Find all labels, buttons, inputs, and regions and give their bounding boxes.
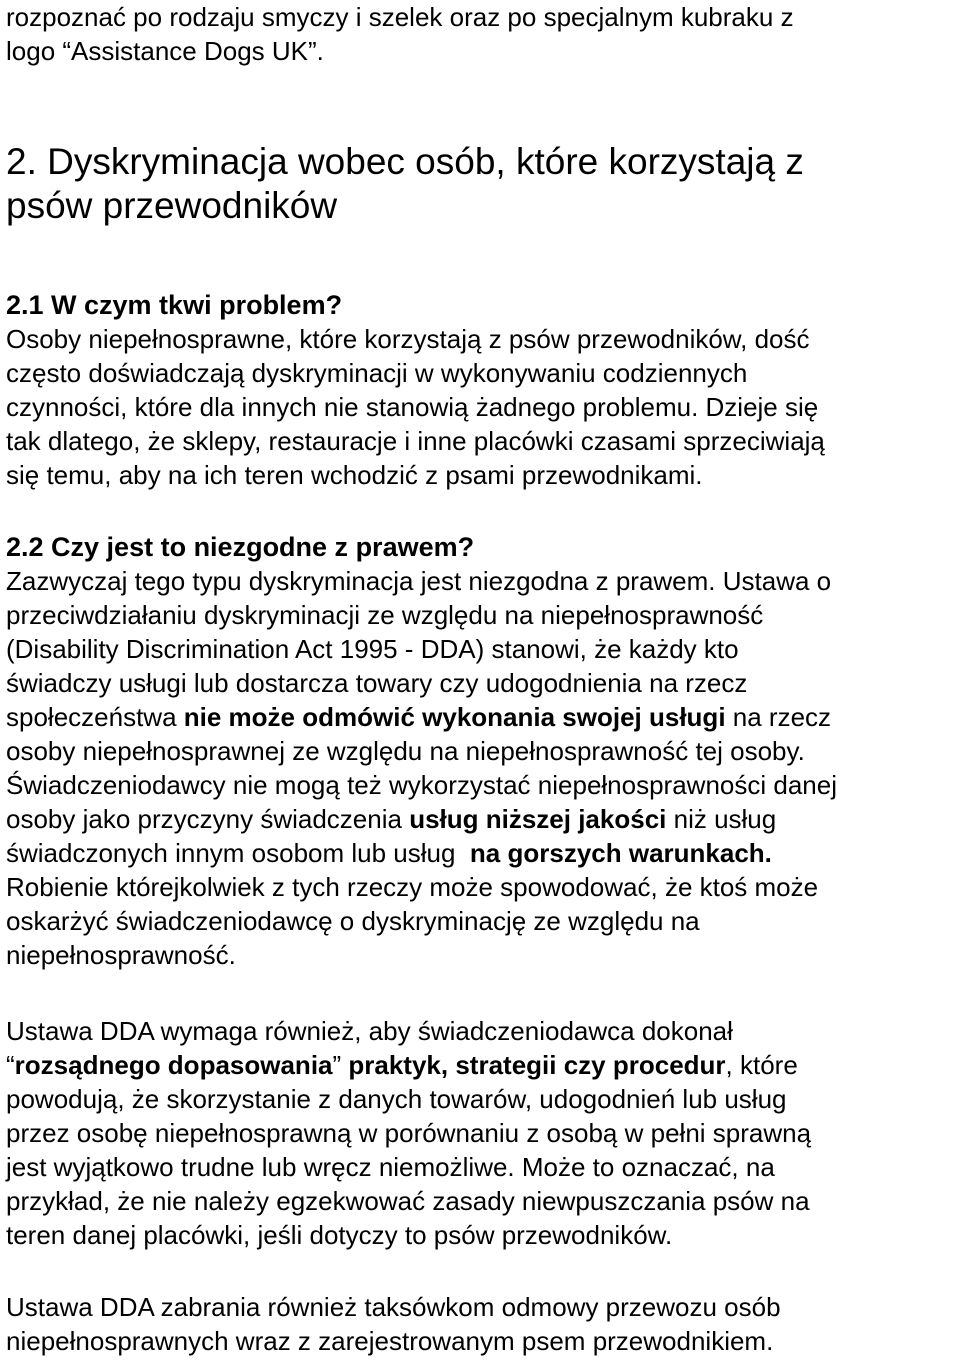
text-line: niepełnosprawnych wraz z zarejestrowanym psem przewodnikiem. [6, 1326, 774, 1356]
text-run: niż usług [666, 804, 777, 834]
text-line: niepełnosprawność. [6, 940, 236, 970]
text-line: logo “Assistance Dogs UK”. [6, 36, 324, 66]
text-line [6, 802, 837, 836]
text-line: się temu, aby na ich teren wchodzić z psami przewodnikami. [6, 460, 703, 490]
text-run: “ [6, 1050, 15, 1080]
text-run: osoby jako przyczyny świadczenia [6, 804, 410, 834]
text-line: przez osobę niepełnosprawną w porównaniu z osobą w pełni sprawną [6, 1118, 812, 1148]
text-line: Osoby niepełnosprawne, które korzystają z psów przewodników, dość [6, 324, 810, 354]
text-line: Ustawa DDA zabrania również taksówkom odmowy przewozu osób [6, 1292, 781, 1322]
bold-text: nie może odmówić wykonania swojej usługi [183, 702, 726, 732]
text-line: czynności, które dla innych nie stanowią żadnego problemu. Dzieje się [6, 392, 819, 422]
text-line: powodują, że skorzystanie z danych towarów, udogodnień lub usług [6, 1084, 787, 1114]
bold-text: praktyk, strategii czy procedur [348, 1050, 726, 1080]
text-run: świadczonych innym osobom lub usług [6, 838, 470, 868]
text-line: Zazwyczaj tego typu dyskryminacja jest niezgodna z prawem. Ustawa o [6, 566, 832, 596]
bold-text: na gorszych warunkach. [469, 838, 772, 868]
text-line: Robienie którejkolwiek z tych rzeczy może spowodować, że ktoś może [6, 872, 819, 902]
text-line: tak dlatego, że sklepy, restauracje i inne placówki czasami sprzeciwiają [6, 426, 825, 456]
text-line: osoby niepełnosprawnej ze względu na niepełnosprawność tej osoby. [6, 736, 805, 766]
text-line: Świadczeniodawcy nie mogą też wykorzystać niepełnosprawności danej [6, 770, 837, 800]
section-title-line: psów przewodników [6, 185, 338, 226]
text-line: oskarżyć świadczeniodawcę o dyskryminację ze względu na [6, 906, 700, 936]
section-2-2 [6, 530, 837, 972]
text-line: (Disability Discrimination Act 1995 - DDA) stanowi, że każdy kto [6, 634, 739, 664]
subsection-heading: 2.2 Czy jest to niezgodne z prawem? [6, 532, 475, 562]
text-line: świadczy usługi lub dostarcza towary czy udogodnienia na rzecz [6, 668, 748, 698]
text-line [6, 700, 837, 734]
text-line: często doświadczają dyskryminacji w wykonywaniu codziennych [6, 358, 748, 388]
text-line: Ustawa DDA wymaga również, aby świadczeniodawca dokonał [6, 1016, 733, 1046]
text-run: na rzecz [725, 702, 832, 732]
text-line: teren danej placówki, jeśli dotyczy to psów przewodników. [6, 1220, 673, 1250]
paragraph-dda-taxis [6, 1290, 781, 1358]
section-title-line: 2. Dyskryminacja wobec osób, które korzystają z [6, 141, 804, 182]
paragraph-dda-adjustments [6, 1014, 811, 1252]
text-line [6, 836, 837, 870]
text-line: rozpoznać po rodzaju smyczy i szelek oraz po specjalnym kubraku z [6, 2, 794, 32]
section-2-title [6, 140, 804, 228]
text-run: , które [725, 1050, 798, 1080]
subsection-heading: 2.1 W czym tkwi problem? [6, 290, 343, 320]
text-line: przykład, że nie należy egzekwować zasady niewpuszczania psów na [6, 1186, 810, 1216]
text-line: jest wyjątkowo trudne lub wręcz niemożliwe. Może to oznaczać, na [6, 1152, 775, 1182]
bold-text: rozsądnego dopasowania [14, 1050, 333, 1080]
section-2-1 [6, 288, 825, 492]
text-run: społeczeństwa [6, 702, 184, 732]
text-run: ” [332, 1050, 349, 1080]
bold-text: usług niższej jakości [409, 804, 667, 834]
text-line: przeciwdziałaniu dyskryminacji ze względu na niepełnosprawność [6, 600, 764, 630]
intro-paragraph [6, 0, 794, 68]
text-line [6, 1048, 811, 1082]
